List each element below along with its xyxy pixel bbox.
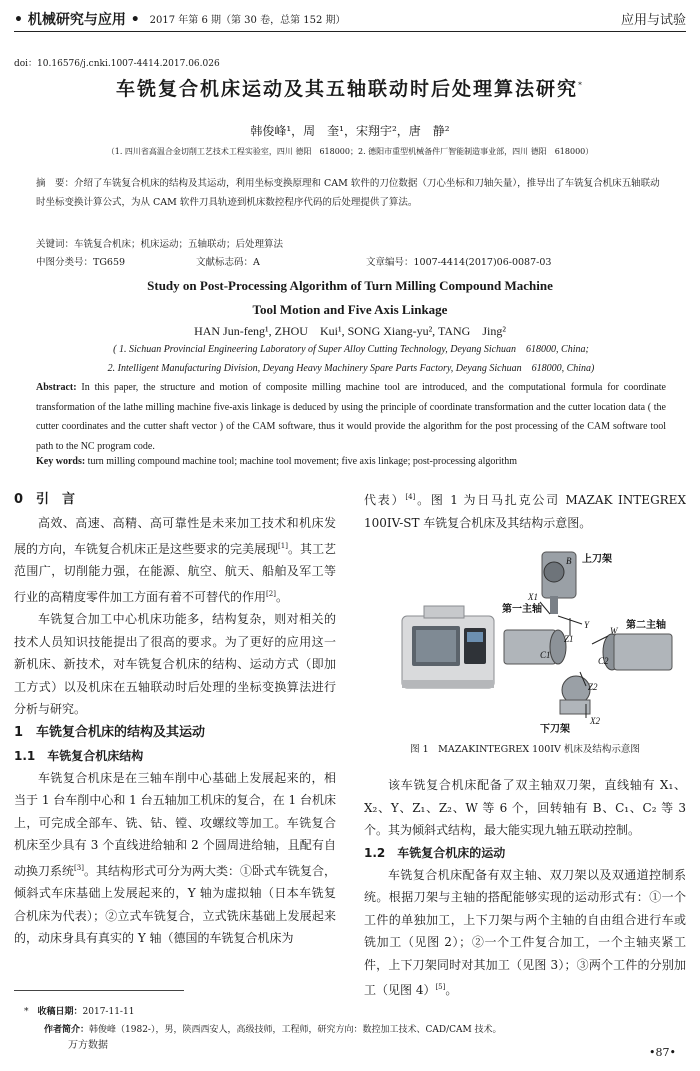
page-number: •87• — [649, 1046, 676, 1059]
left-column — [14, 488, 336, 950]
author-label: 作者简介： — [44, 1025, 90, 1035]
title-english — [0, 274, 700, 322]
citation-3[interactable]: [3] — [74, 863, 84, 872]
abstract-english-text: In this paper, the structure and motion of composite milling machine tool are introduced, and the computational formula for coordinate transformation of the lathe milling machine five-axis linkage is deduced by using the principle of coordinate transformation and the cutter location data ( the cutter coordinates and the cutter shaft vector ) of the CAM software, thus it would provide the algorithm for the post processing of the CAM software tool path to the NC program code. — [36, 382, 666, 452]
figure-1-caption: 图 1 MAZAKINTEGREX 100IV 机床及结构示意图 — [410, 744, 640, 755]
citation-4[interactable]: [4] — [405, 493, 416, 501]
title-chinese — [0, 74, 700, 101]
label-lower-turret: 下刀架 — [540, 724, 570, 735]
article-number: 文章编号：1007-4414(2017)06-0087-03 — [366, 257, 552, 268]
keywords-english-text: turn milling compound machine tool; machine tool movement; five axis linkage; post-processing algorithm — [85, 456, 518, 467]
label-c1: C1 — [540, 650, 551, 660]
paragraph-intro-2: 车铣复合加工中心机床功能多，结构复杂，则对相关的技术人员知识技能提出了很高的要求。为了更好的应用这一新机床、新技术，对车铣复合机床的结构、运动方式（即加工方式）以及机床在五轴联动时后处理的坐标变换算法进行分析与研究。 — [14, 612, 336, 716]
footnote-author — [44, 1022, 502, 1035]
received-date: 2017-11-11 — [82, 1007, 135, 1017]
author-bio: 韩俊峰（1982-），男，陕西西安人，高级技师，工程师，研究方向：数控加工技术、CAD/CAM 技术。 — [89, 1025, 502, 1035]
affiliation-chinese: （1. 四川省高温合金切削工艺技术工程实验室，四川 德阳 618000；2. 德阳市重型机械备件厂智能制造事业部，四川 德阳 618000） — [106, 147, 594, 156]
subsection-1-2-heading: 1.2 车铣复合机床的运动 — [364, 845, 506, 860]
title-chinese-text: 车铣复合机床运动及其五轴联动时后处理算法研究 — [115, 78, 578, 100]
label-first-spindle: 第一主轴 — [502, 604, 542, 615]
label-b: B — [566, 556, 572, 566]
paragraph-axes: 该车铣复合机床配备了双主轴双刀架，直线轴有 X₁、X₂、Y、Z₁、Z₂、W 等 6 个，回转轴有 B、C₁、C₂ 等 3 个。其为倾斜式结构，最大能实现九轴五联动控制。 — [364, 778, 686, 837]
citation-1[interactable]: [1] — [278, 541, 288, 550]
title-english-line1: Study on Post-Processing Algorithm of Turn Milling Compound Machine — [147, 278, 553, 293]
affiliation-english-1: ( 1. Sichuan Provincial Engineering Laboratory of Super Alloy Cutting Technology, Deyang Sichuan 618000, China; — [113, 344, 589, 355]
clc-number: 中图分类号：TG659 — [36, 257, 126, 268]
classification-line — [36, 254, 666, 268]
para-text: 。图 1 为日马扎克公司 MAZAK INTEGREX 100IV-ST 车铣复合机床及其结构示意图。 — [364, 493, 686, 530]
journal-name: • 机械研究与应用 • — [14, 11, 140, 28]
authors-english: HAN Jun-feng¹, ZHOU Kui¹, SONG Xiang-yu², TANG Jing² — [194, 324, 506, 338]
machine-photo — [402, 606, 494, 688]
title-footnote-mark: * — [578, 80, 584, 90]
second-spindle — [603, 634, 672, 670]
affiliation-english-2: 2. Intelligent Manufacturing Division, Deyang Heavy Machinery Spare Parts Factory, Deyang Sichuan 618000, China) — [107, 363, 595, 374]
section-name: 应用与试验 — [620, 13, 686, 28]
footnote-divider — [14, 990, 184, 991]
para-text: 。其工艺范围广，切削能力强，在能源、航空、航天、船舶及军工等行业的高精度零件加工方面有着不可替代的作用 — [14, 541, 336, 604]
footnote-received — [24, 1004, 134, 1017]
abstract-chinese: 摘 要：介绍了车铣复合机床的结构及其运动，利用坐标变换原理和 CAM 软件的刀位数据（刀心坐标和刀轴矢量），推导出了车铣复合机床五轴联动时坐标变换计算公式，为从 CAM 软件刀具轨迹到机床数控程序代码的后处理提供了算法。 — [36, 178, 660, 208]
doi[interactable]: doi：10.16576/j.cnki.1007-4414.2017.06.026 — [14, 59, 220, 69]
label-z2: Z2 — [588, 682, 598, 692]
para-text: 代表） — [364, 493, 406, 507]
right-column — [364, 486, 686, 1002]
label-x2: X2 — [590, 716, 600, 726]
paragraph-intro-1 — [14, 512, 336, 608]
section-1-heading: 1 车铣复合机床的结构及其运动 — [14, 724, 206, 740]
figure-1 — [364, 540, 686, 740]
para-text: 车铣复合机床是在三轴车削中心基础上发展起来的，相当于 1 台车削中心和 1 台五轴加工机床的复合，在 1 台机床上，可完成全部车、铣、钻、镗、攻螺纹等加工。车铣复合机床至少具有 3 个直线进给轴和 2 个圆周进给轴，且配有自动换刀系统 — [14, 770, 336, 878]
subsection-1-1-heading: 1.1 车铣复合机床结构 — [14, 748, 144, 763]
citation-2[interactable]: [2] — [266, 589, 276, 598]
affiliation-english — [36, 340, 666, 378]
paragraph-motion — [364, 864, 686, 1002]
para-text: 。其结构形式可分为两大类：①卧式车铣复合，倾斜式车床基础上发展起来的，Y 轴为虚拟轴（日本车铣复合机床为代表）；②立式车铣复合，立式铣床基础上发展起来的，动床身具有真实的 Y 轴（德国的车铣复合机床为 — [14, 863, 336, 945]
document-code: 文献标志码：A — [196, 257, 260, 268]
abstract-english-label: Abstract: — [36, 382, 77, 393]
issue-info: 2017 年第 6 期（第 30 卷，总第 152 期） — [149, 15, 346, 26]
abstract-english — [36, 378, 666, 456]
label-x1: X1 — [528, 592, 538, 602]
authors-chinese: 韩俊峰¹，周 奎¹，宋翔宇²，唐 静² — [250, 124, 450, 138]
para-text: 。 — [445, 983, 458, 997]
paragraph-continued — [364, 486, 686, 534]
section-0-heading: 0 引 言 — [14, 492, 76, 507]
keywords-english — [36, 456, 666, 467]
label-y: Y — [584, 620, 590, 630]
para-text: 车铣复合机床配备有双主轴、双刀架以及双通道控制系统。根据刀架与主轴的搭配能够实现的运动形式有：①一个工件的单独加工，上下刀架与两个主轴的自由组合进行车或铣加工（见图 2）；②一个工件复合加工，一个主轴夹紧工件，上下刀架同时对其加工（见图 3）；③两个工件的分别加工（见图 4） — [364, 867, 686, 997]
machine-diagram — [364, 540, 686, 740]
footnote-mark: * — [24, 1007, 29, 1017]
label-second-spindle: 第二主轴 — [626, 620, 666, 631]
received-label: 收稿日期： — [37, 1007, 83, 1017]
label-upper-turret: 上刀架 — [582, 554, 612, 565]
first-spindle — [504, 630, 566, 664]
running-header — [14, 6, 686, 32]
para-text: 。 — [275, 589, 288, 604]
label-c2: C2 — [598, 656, 609, 666]
citation-5[interactable]: [5] — [435, 983, 446, 991]
title-english-line2: Tool Motion and Five Axis Linkage — [252, 302, 448, 317]
keywords-english-label: Key words: — [36, 456, 86, 467]
label-z1: Z1 — [564, 634, 574, 644]
paragraph-structure — [14, 767, 336, 950]
wanfang-watermark: 万方数据 — [68, 1040, 108, 1051]
keywords-chinese: 关键词：车铣复合机床；机床运动；五轴联动；后处理算法 — [36, 239, 284, 250]
para-text: 高效、高速、高精、高可靠性是未来加工技术和机床发展的方向，车铣复合机床正是这些要求的完美展现 — [14, 516, 336, 556]
label-w: W — [610, 626, 618, 636]
